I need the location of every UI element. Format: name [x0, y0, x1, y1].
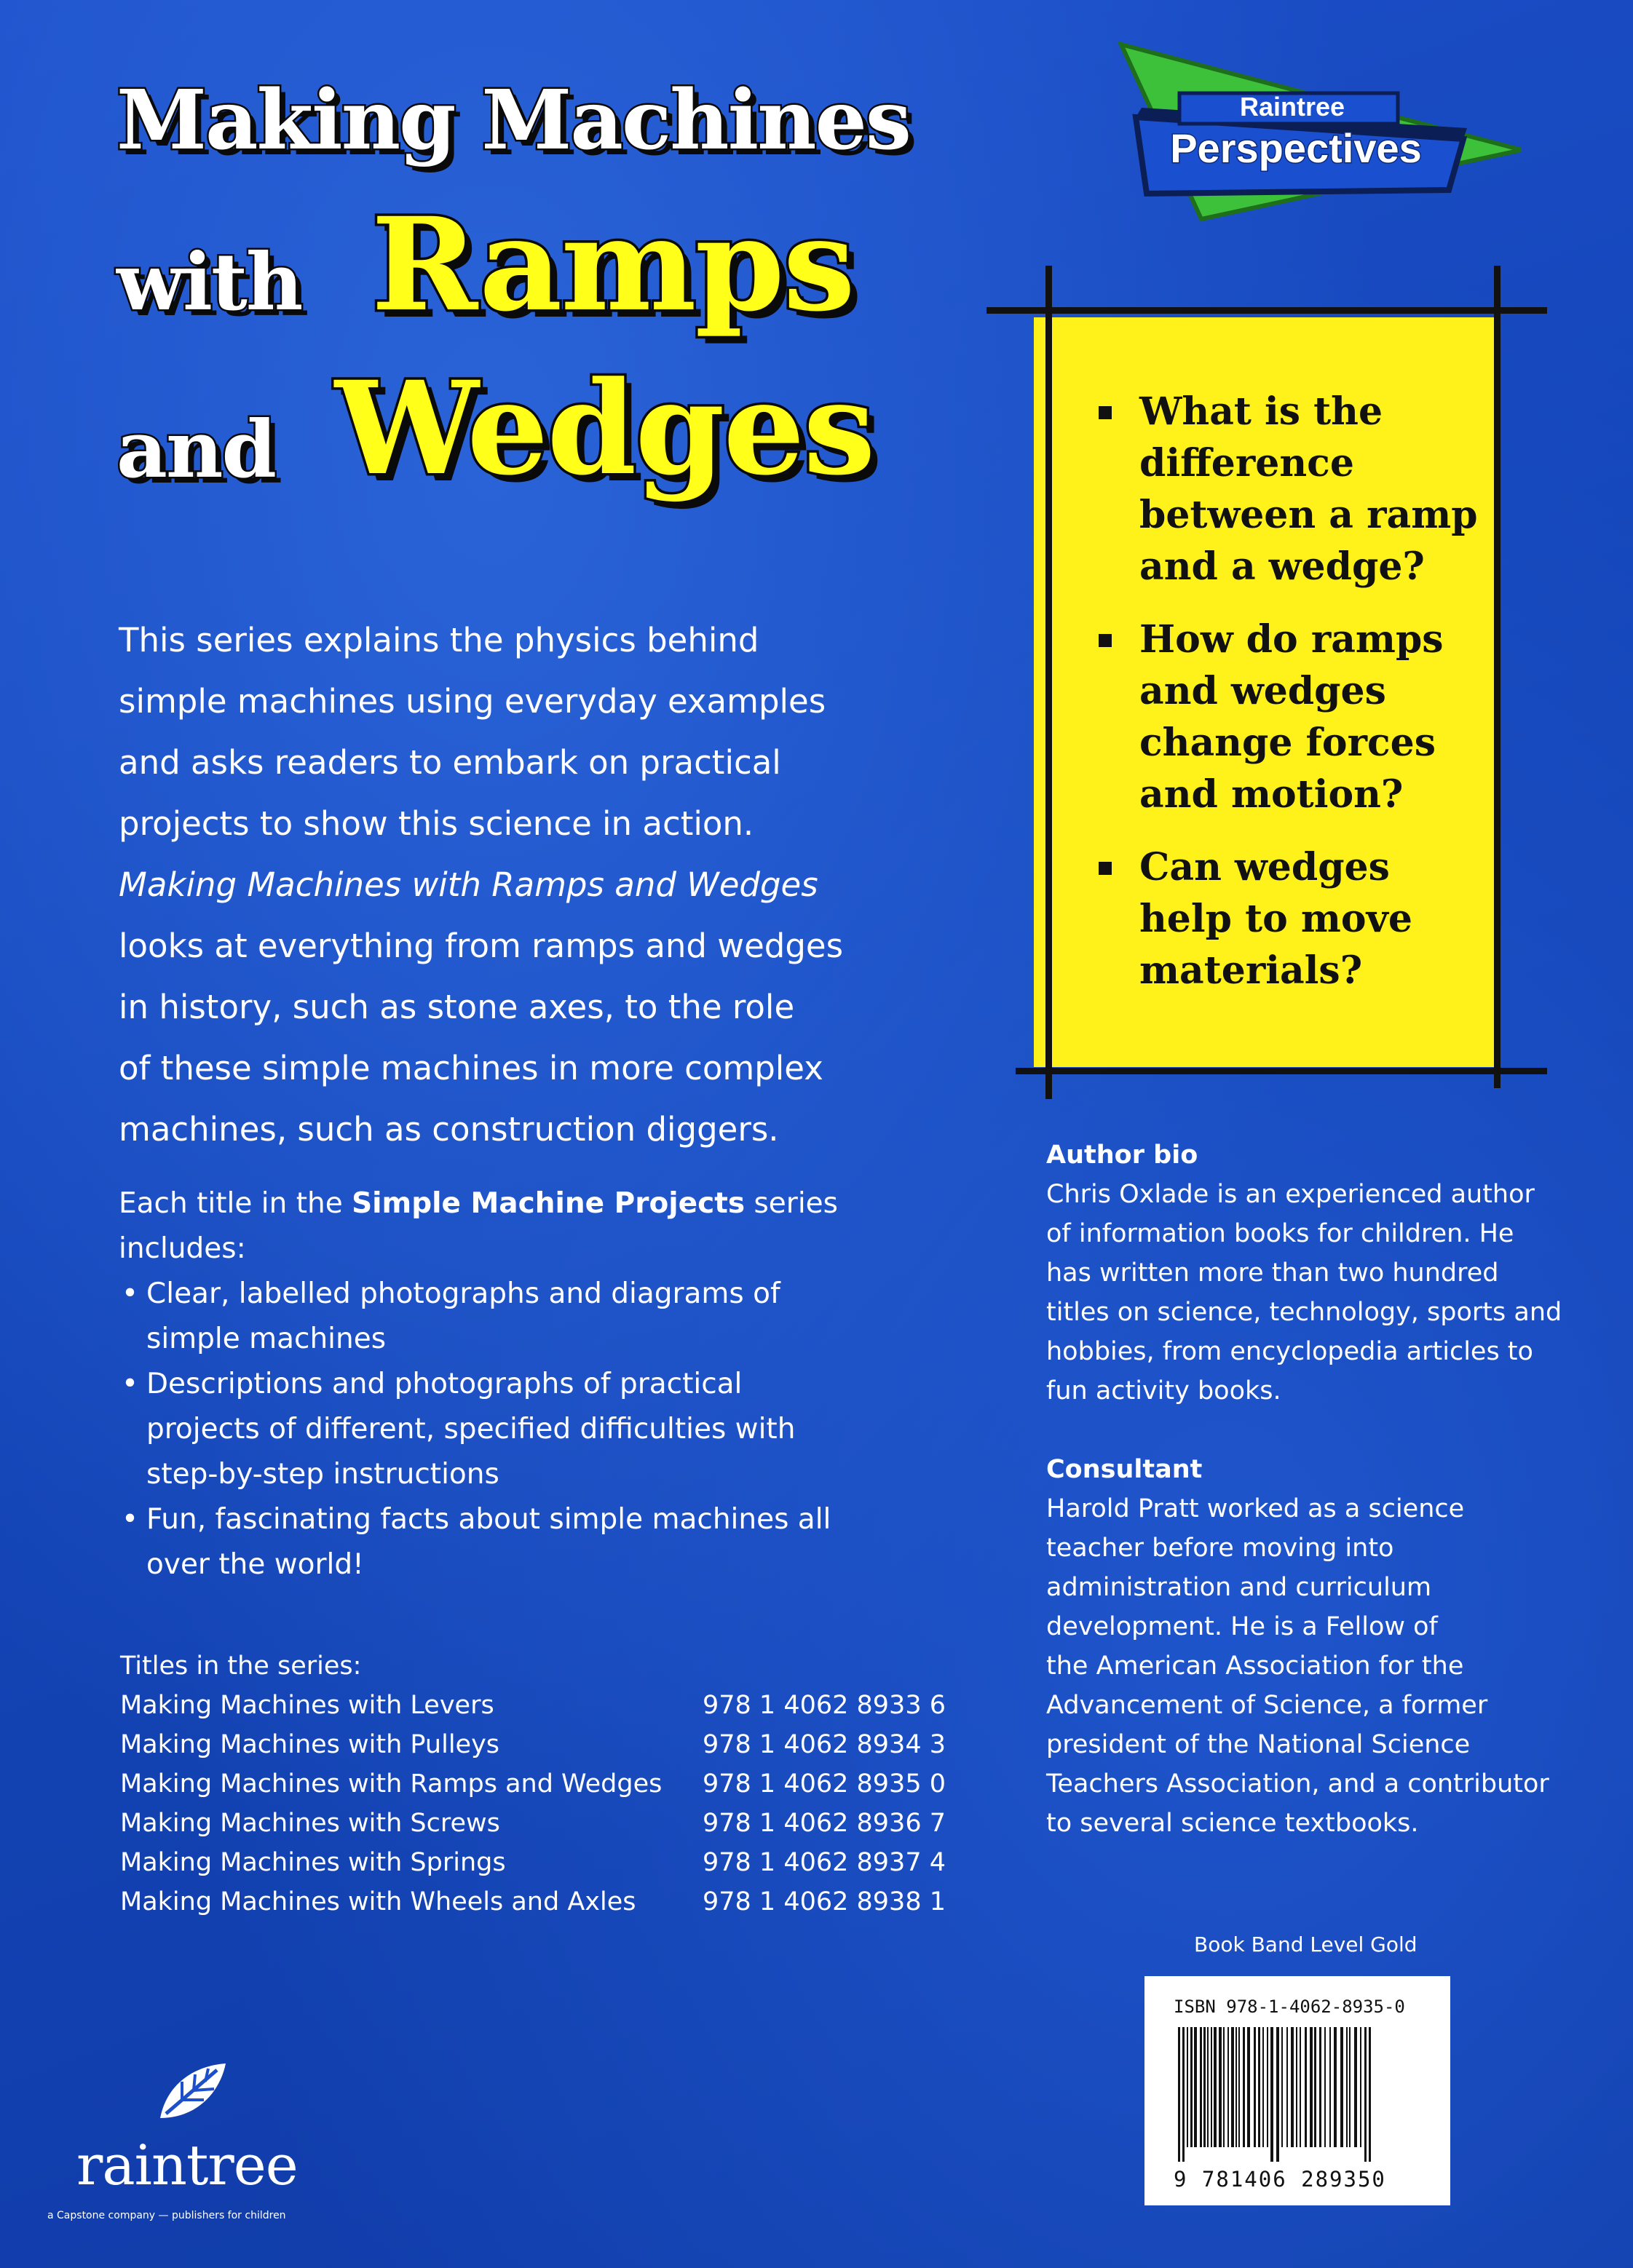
series-row: [120, 1882, 946, 1922]
question-item: [1096, 614, 1503, 820]
barcode-bar: [1254, 2027, 1256, 2147]
title-with: with: [116, 237, 302, 328]
publisher-tagline: a Capstone company — publishers for children: [47, 2210, 286, 2221]
barcode-bar: [1334, 2027, 1337, 2147]
square-bullet-icon: [1099, 634, 1112, 647]
question-line: between a ramp: [1139, 493, 1478, 537]
question-line: and motion?: [1139, 772, 1404, 817]
barcode-bar: [1270, 2027, 1273, 2162]
spacer: [1046, 1411, 1556, 1450]
barcode-bar: [1200, 2027, 1202, 2147]
bullet-dot-icon: •: [122, 1503, 139, 1536]
barcode-bar: [1276, 2027, 1279, 2162]
question-list: [1096, 386, 1503, 1018]
barcode-bar: [1247, 2027, 1250, 2147]
series-logo-raintree: Raintree: [1239, 92, 1345, 122]
includes-bullet-line: step-by-step instructions: [146, 1458, 499, 1491]
description-line: and asks readers to embark on practical: [119, 743, 781, 782]
square-bullet-icon: [1099, 862, 1112, 875]
barcode-bar: [1211, 2027, 1212, 2147]
series-title: Making Machines with Levers: [120, 1691, 494, 1720]
includes-bullet: [119, 1497, 949, 1587]
barcode-bar: [1219, 2027, 1222, 2147]
frame-left-line: [1045, 266, 1052, 1099]
series-isbn: 978 1 4062 8933 6: [703, 1691, 946, 1720]
barcode-bar: [1319, 2027, 1321, 2147]
barcode-bar: [1187, 2027, 1188, 2147]
barcode-bar: [1310, 2027, 1313, 2147]
includes-intro: [119, 1181, 949, 1226]
barcode-bar: [1300, 2027, 1301, 2147]
description-line: simple machines using everyday examples: [119, 682, 826, 721]
question-line: and wedges: [1139, 669, 1386, 713]
barcode-bar: [1235, 2027, 1237, 2147]
series-title: Making Machines with Ramps and Wedges: [120, 1769, 663, 1799]
barcode-bar: [1190, 2027, 1193, 2147]
series-row: [120, 1764, 946, 1804]
includes-intro-line2: includes:: [119, 1232, 246, 1265]
barcode-bar: [1258, 2027, 1260, 2147]
bullet-dot-icon: •: [122, 1368, 139, 1400]
barcode-bar: [1360, 2027, 1361, 2147]
includes-bullet-line: projects of different, specified difficulties with: [146, 1413, 796, 1446]
series-description: [119, 610, 949, 1160]
includes-section: [119, 1181, 949, 1587]
author-bio-line: Chris Oxlade is an experienced author: [1046, 1180, 1535, 1209]
consultant-heading: Consultant: [1046, 1455, 1203, 1484]
barcode-bar: [1291, 2027, 1294, 2147]
series-isbn: 978 1 4062 8935 0: [703, 1769, 946, 1799]
description-line: projects to show this science in action.: [119, 804, 754, 843]
author-bio-heading: Author bio: [1046, 1141, 1198, 1170]
includes-bullet: [119, 1272, 949, 1362]
question-item: [1096, 386, 1503, 592]
includes-intro-after: series: [745, 1187, 838, 1220]
barcode-bar: [1305, 2027, 1307, 2147]
description-line: machines, such as construction diggers.: [119, 1110, 779, 1149]
consultant-line: the American Association for the: [1046, 1652, 1464, 1681]
includes-bullet-line: Fun, fascinating facts about simple machines all: [146, 1503, 831, 1536]
barcode-box: [1144, 1976, 1450, 2205]
barcode-bar: [1281, 2027, 1283, 2147]
series-logo: [1107, 41, 1522, 223]
title-and: and: [116, 404, 276, 496]
title-wedges: Wedges: [335, 353, 874, 504]
barcode-bar: [1329, 2027, 1331, 2147]
description-book-title: Making Machines with Ramps and Wedges: [119, 865, 818, 904]
barcode-bar: [1314, 2027, 1316, 2147]
isbn-label: ISBN 978-1-4062-8935-0: [1174, 1997, 1405, 2017]
author-bio-line: fun activity books.: [1046, 1376, 1281, 1405]
question-line: change forces: [1139, 721, 1436, 765]
includes-bullet-line: simple machines: [146, 1323, 387, 1355]
publisher-name: raintree: [76, 2133, 298, 2197]
credits-column: [1046, 1135, 1562, 1843]
series-isbn: 978 1 4062 8938 1: [703, 1887, 946, 1916]
barcode-bar: [1324, 2027, 1326, 2147]
barcode-icon: [1174, 2027, 1421, 2165]
series-row: [120, 1725, 946, 1764]
includes-bullet-line: Descriptions and photographs of practical: [146, 1368, 743, 1400]
series-title: Making Machines with Wheels and Axles: [120, 1887, 636, 1916]
barcode-bar: [1178, 2027, 1180, 2162]
barcode-bar: [1364, 2027, 1367, 2162]
barcode-digits: 9 781406 289350: [1174, 2167, 1386, 2192]
barcode-bar: [1207, 2027, 1209, 2147]
author-bio-line: hobbies, from encyclopedia articles to: [1046, 1337, 1533, 1366]
barcode-bar: [1349, 2027, 1351, 2147]
barcode-bar: [1203, 2027, 1206, 2147]
question-line: How do ramps: [1139, 617, 1444, 662]
series-titles: [120, 1646, 946, 1922]
barcode-bar: [1286, 2027, 1288, 2147]
description-line: looks at everything from ramps and wedges: [119, 927, 844, 965]
series-name: Simple Machine Projects: [352, 1187, 746, 1220]
barcode-bar: [1243, 2027, 1245, 2147]
consultant-line: administration and curriculum: [1046, 1573, 1432, 1602]
consultant-line: development. He is a Fellow of: [1046, 1612, 1438, 1641]
barcode-bar: [1231, 2027, 1234, 2147]
question-line: help to move: [1139, 897, 1412, 941]
consultant-line: Harold Pratt worked as a science: [1046, 1494, 1465, 1523]
includes-bullet-line: Clear, labelled photographs and diagrams of: [146, 1277, 780, 1310]
author-bio-line: titles on science, technology, sports and: [1046, 1298, 1562, 1327]
barcode-bar: [1182, 2027, 1185, 2162]
question-line: materials?: [1139, 948, 1363, 993]
question-line: difference: [1139, 441, 1354, 485]
series-row: [120, 1843, 946, 1882]
barcode-bar: [1346, 2027, 1348, 2147]
series-isbn: 978 1 4062 8936 7: [703, 1809, 946, 1838]
barcode-bar: [1296, 2027, 1297, 2147]
question-item: [1096, 841, 1503, 996]
consultant-line: Teachers Association, and a contributor: [1046, 1769, 1549, 1799]
description-line: of these simple machines in more complex: [119, 1049, 823, 1087]
question-line: What is the: [1139, 389, 1383, 434]
description-line: This series explains the physics behind: [119, 621, 759, 659]
series-title: Making Machines with Screws: [120, 1809, 500, 1838]
frame-top-line: [986, 307, 1547, 314]
book-band-level: Book Band Level Gold: [1194, 1932, 1417, 1956]
raintree-leaf-icon: [153, 2060, 229, 2129]
series-isbn: 978 1 4062 8934 3: [703, 1730, 946, 1759]
question-line: Can wedges: [1139, 845, 1390, 889]
consultant-line: teacher before moving into: [1046, 1534, 1394, 1563]
author-bio-line: has written more than two hundred: [1046, 1258, 1499, 1288]
title-line-1: Making Machines: [116, 73, 910, 168]
barcode-bar: [1354, 2027, 1357, 2147]
includes-bullet-line: over the world!: [146, 1548, 364, 1581]
frame-bottom-line: [1016, 1068, 1547, 1074]
barcode-bar: [1214, 2027, 1217, 2147]
barcode-bar: [1262, 2027, 1264, 2147]
bullet-dot-icon: •: [122, 1277, 139, 1310]
consultant-line: president of the National Science: [1046, 1730, 1471, 1759]
series-heading: Titles in the series:: [120, 1652, 362, 1681]
author-bio-line: of information books for children. He: [1046, 1219, 1514, 1248]
question-line: and a wedge?: [1139, 544, 1425, 589]
barcode-bar: [1227, 2027, 1229, 2147]
series-isbn: 978 1 4062 8937 4: [703, 1848, 946, 1877]
series-row: [120, 1686, 946, 1725]
consultant-line: Advancement of Science, a former: [1046, 1691, 1488, 1720]
barcode-bar: [1223, 2027, 1225, 2147]
series-row: [120, 1804, 946, 1843]
consultant-line: to several science textbooks.: [1046, 1809, 1419, 1838]
barcode-bar: [1194, 2027, 1197, 2147]
barcode-bar: [1340, 2027, 1343, 2147]
barcode-bar: [1238, 2027, 1240, 2147]
series-logo-perspectives: Perspectives: [1170, 125, 1422, 171]
includes-bullet: [119, 1362, 949, 1497]
barcode-bar: [1267, 2027, 1268, 2147]
includes-intro-before: Each title in the: [119, 1187, 352, 1220]
title-ramps: Ramps: [371, 189, 854, 340]
description-line: in history, such as stone axes, to the role: [119, 988, 795, 1026]
series-title: Making Machines with Springs: [120, 1848, 506, 1877]
series-title: Making Machines with Pulleys: [120, 1730, 500, 1759]
square-bullet-icon: [1099, 406, 1112, 419]
barcode-bar: [1369, 2027, 1371, 2162]
